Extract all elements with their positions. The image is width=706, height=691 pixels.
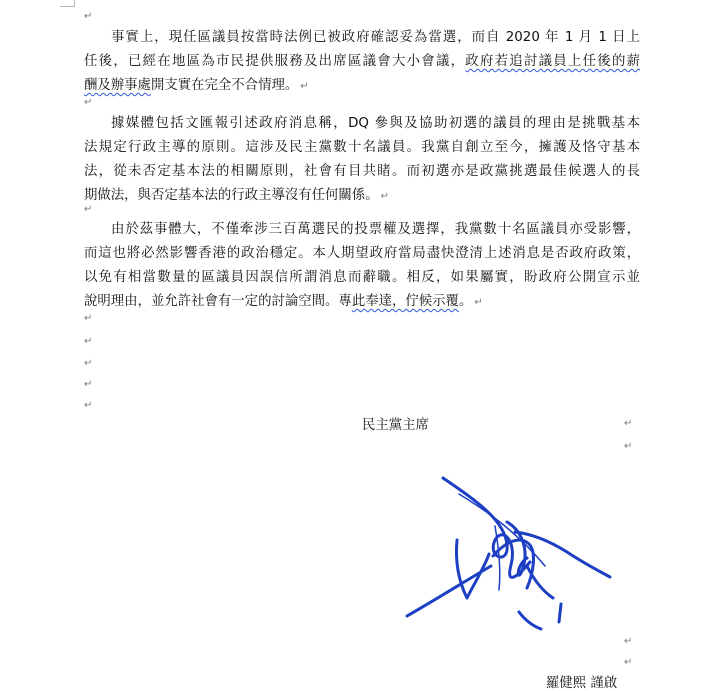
paragraph-mark: ↵ — [624, 636, 633, 647]
paragraph-mark: ↵ — [84, 358, 93, 369]
paragraph-mark: ↵ — [624, 441, 633, 452]
paragraph-mark: ↵ — [624, 418, 633, 429]
paragraph-3-line-3: 以免有相當數量的區議員因誤信所謂消息而辭職。相反，如果屬實，盼政府公開宣示並 — [84, 270, 640, 285]
paragraph-1-line-2: 任後，已經在地區為市民提供服務及出席區議會大小會議，政府若追討議員上任後的薪 — [84, 54, 641, 69]
paragraph-1 — [84, 26, 640, 99]
paragraph-1-line-1: 事實上，現任區議員按當時法例已被政府確認妥為當選，而自 2020 年 1 月 1 日上 — [111, 30, 640, 45]
paragraph-3-line-1: 由於茲事體大，不僅牽涉三百萬選民的投票權及選擇，我黨數十名區議員亦受影響， — [111, 222, 640, 237]
paragraph-mark: ↵ — [84, 379, 93, 390]
page-corner-marker — [60, 0, 75, 7]
signoff-name: 羅健熙 謹啟 — [546, 676, 618, 691]
paragraph-1-line-3: 酬及辦事處開支實在完全不合情理。 ↵ — [84, 78, 309, 93]
paragraph-mark: ↵ — [624, 657, 633, 668]
paragraph-mark: ↵ — [84, 313, 93, 324]
handwritten-signature — [395, 470, 620, 635]
signoff-title: 民主黨主席 — [362, 418, 429, 433]
paragraph-2-line-3: 法，從未否定基本法的相關原則，社會有目共睹。而初選亦是政黨挑選最佳候選人的長 — [84, 164, 640, 179]
paragraph-mark: ↵ — [84, 97, 93, 108]
paragraph-2-line-4: 期做法，與否定基本法的行政主導沒有任何關係。 ↵ — [84, 188, 389, 203]
paragraph-2-line-1: 據媒體包括文匯報引述政府消息稱，DQ 參與及協助初選的議員的理由是挑戰基本 — [111, 116, 640, 131]
paragraph-2-line-2: 法規定行政主導的原則。這涉及民主黨數十名議員。我黨自創立至今，擁護及恪守基本 — [84, 140, 640, 155]
paragraph-mark: ↵ — [84, 204, 93, 215]
paragraph-2 — [84, 112, 640, 209]
paragraph-mark: ↵ — [84, 11, 93, 22]
paragraph-3-line-4: 說明理由，並允許社會有一定的討論空間。專此奉達，佇候示覆。 ↵ — [84, 294, 483, 309]
paragraph-3 — [84, 218, 640, 315]
spellcheck-flagged-text: 政府若追討議員上任後的薪 — [465, 54, 641, 69]
paragraph-3-line-2: 而這也將必然影響香港的政治穩定。本人期望政府當局盡快澄清上述消息是否政府政策， — [84, 246, 640, 261]
paragraph-mark: ↵ — [84, 400, 93, 411]
paragraph-mark: ↵ — [84, 336, 93, 347]
spellcheck-flagged-text: 此奉達，佇候示覆 — [351, 294, 459, 309]
